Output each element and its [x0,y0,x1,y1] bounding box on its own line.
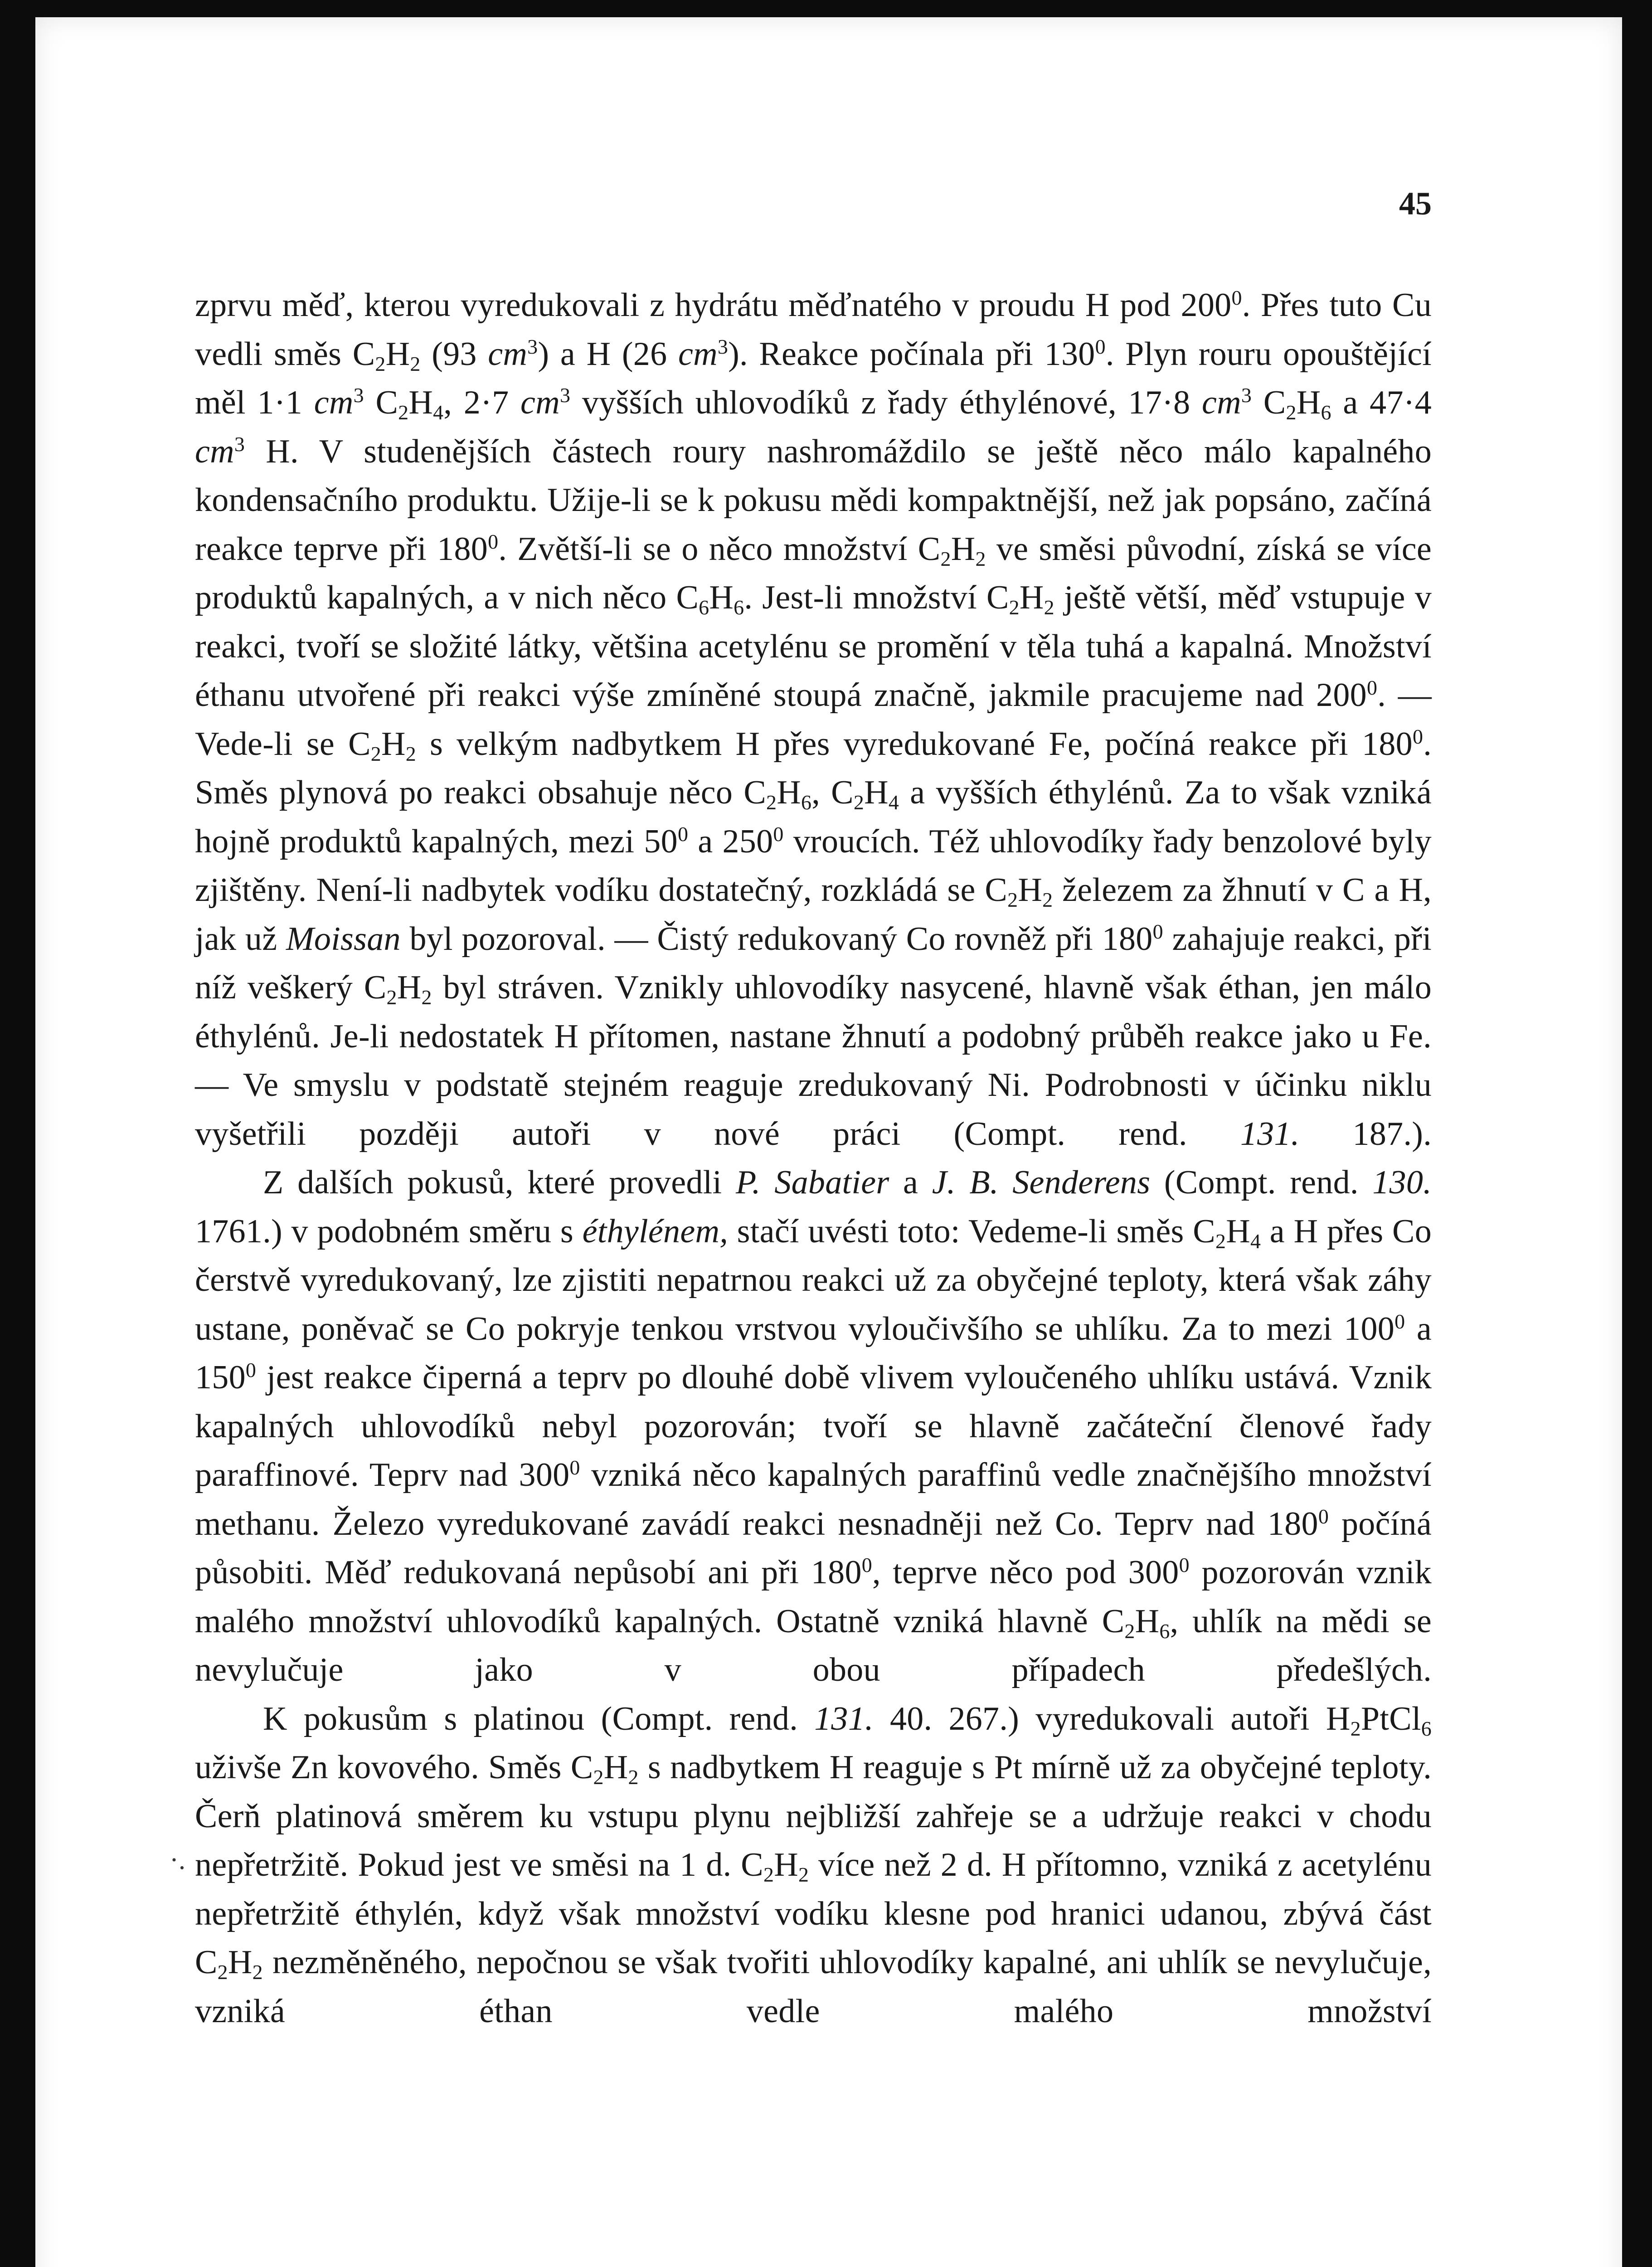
text-run: ) a H (26 [538,335,678,373]
text-run: 4 [433,400,444,424]
text-run: (93 [420,335,488,373]
text-run: , C [811,774,854,811]
text-run: cm [488,335,528,373]
margin-mark: ·. [170,1845,185,1875]
text-run: 0 [677,822,689,846]
text-run: 2 [1044,595,1054,619]
text-run: 2 [410,352,421,375]
text-run: H [397,969,422,1006]
text-run: a H přes Co čerstvě vyredukovaný, lze zjistiti nepatrnou reakci už za obyčejné teploty, která však záhy ustane, poněvač se Co pokryje tenkou vrstvou vyloučivšího se uhlíku. Za to mezi 100 [195,1212,1432,1348]
text-run: a 47·4 [1331,384,1432,421]
text-run: stačí uvésti toto: Vedeme-li směs C [728,1212,1215,1250]
text-run: s nadbytkem H reaguje s Pt mírně už za obyčejné teploty. Čerň platinová směrem ku vstupu plynu nejbližší zahřeje se a udržuje reakci v chodu nepřetržitě. Pokud jest ve směsi na 1 d. C [195,1749,1432,1883]
text-run: 6 [1159,1619,1170,1643]
text-run: 1761.) v podobném směru s [195,1212,583,1250]
text-run: cm [314,384,354,421]
text-run: ). Reakce počínala při 130 [728,335,1095,373]
text-run: (Compt. rend. [1150,1164,1373,1201]
text-run: Z dalších pokusů, které provedli [263,1164,736,1201]
text-run: H [1018,871,1043,909]
text-run: 2 [766,790,777,814]
text-run: vroucích. Též uhlovodíky řady benzolové byly zjištěny. Není-li nadbytek vodíku dostatečný, rozkládá se C [195,822,1432,909]
text-run: H [951,530,976,568]
text-run: Moissan [286,920,401,958]
text-run: a [889,1164,932,1201]
text-run: nezměněného, nepočnou se však tvořiti uhlovodíky kapalné, ani uhlík se nevylučuje, vzniká éthan vedle malého množství [195,1944,1432,2030]
text-run: . Přes tuto Cu vedli směs C [195,287,1432,373]
text-run: 0 [245,1358,257,1382]
text-run: 4 [888,790,899,814]
text-run: 40. 267.) vyredukovali autoři H [873,1700,1351,1737]
text-run: 0 [488,530,499,553]
text-run: H [1019,579,1044,616]
text-run: C [364,384,398,421]
text-run: 2 [398,400,409,424]
text-run: 2 [252,1960,263,1984]
text-run: byl pozoroval. — Čistý redukovaný Co rovněž při 180 [400,920,1153,958]
text-run: 131. [1240,1115,1300,1153]
text-run: . Plyn rouru opouštějící měl 1·1 [195,335,1432,421]
text-run: 2 [405,742,416,765]
text-run: ve směsi původní, získá se více produktů kapalných, a v nich něco C [195,530,1432,616]
text-run: 3 [717,335,729,358]
text-run: 0 [1095,335,1106,358]
text-run: 3 [527,335,538,358]
text-run: 3 [559,383,571,407]
text-run: , uhlík na mědi se nevylučuje jako v obou případech předešlých. [195,1602,1432,1688]
text-run: C [1252,384,1286,421]
text-run: 2 [1350,1717,1361,1740]
text-run: H [1135,1602,1160,1640]
page-number: 45 [1399,185,1432,222]
text-run: 2 [940,547,951,570]
text-run: 2 [1286,400,1297,424]
text-run: zahajuje reakci, při níž veškerý C [195,920,1432,1006]
text-run: , teprve něco pod 300 [872,1554,1179,1591]
text-run: PtCl [1360,1700,1421,1737]
text-run: H [864,774,889,811]
text-run: 6 [699,595,709,619]
text-run: vyšších uhlovodíků z řady éthylénové, 17·8 [570,384,1202,421]
text-run: 130. [1372,1164,1432,1201]
text-run: 2 [1215,1229,1226,1253]
text-run: ještě větší, měď vstupuje v reakci, tvoří se složité látky, většina acetylénu se promění v těla tuhá a kapalná. Množství éthanu utvořené při reakci výše zmíněné stoupá značně, jakmile pracujeme nad 200 [195,579,1432,714]
text-run: . — Vede-li se C [195,676,1432,763]
text-run: H [1296,384,1321,421]
text-run: 3 [234,432,245,456]
text-run: cm [520,384,560,421]
text-run: , 2·7 [443,384,521,421]
text-run: cm [678,335,718,373]
text-run: H [709,579,734,616]
text-run: 2 [763,1863,774,1886]
text-run: 6 [734,595,744,619]
text-run: . Jest-li množství C [744,579,1009,616]
text-run: 0 [861,1553,872,1576]
text-run: H [774,1846,798,1883]
text-run: a 150 [195,1310,1432,1396]
paragraph-2 [195,1158,1432,1695]
text-run: K pokusům s platinou (Compt. rend. [263,1700,815,1737]
text-run: 0 [1152,919,1163,943]
text-run: 2 [975,547,986,570]
text-run: H [408,384,433,421]
text-run: 0 [1394,1309,1405,1333]
text-run: 0 [1412,725,1424,748]
text-run: . Směs plynová po reakci obsahuje něco C [195,725,1432,811]
text-run: 2 [421,985,432,1009]
text-run: 2 [1124,1619,1135,1643]
text-run: H [381,725,406,763]
text-run: a vyšších éthylénů. Za to však vzniká hojně produktů kapalných, mezi 50 [195,774,1432,860]
text-run: 6 [801,790,812,814]
text-run: vzniká něco kapalných paraffinů vedle značnějšího množství methanu. Železo vyredukované zavádí reakci nesnadněji než Co. Teprv nad 180 [195,1456,1432,1542]
text-run: s velkým nadbytkem H přes vyredukované Fe, počíná reakce při 180 [416,725,1413,763]
text-run: . Zvětší-li se o něco množství C [498,530,941,568]
text-run: 4 [1250,1229,1261,1253]
text-run: 187.). [1299,1115,1432,1153]
text-run: 2 [386,985,397,1009]
text-run: 2 [1007,888,1018,911]
text-run: železem za žhnutí v C a H, jak už [195,871,1432,958]
text-run: 2 [853,790,865,814]
text-run: H [777,774,801,811]
text-run: 131. [814,1700,874,1737]
text-run: J. B. Senderens [932,1164,1151,1201]
text-run: 2 [593,1765,604,1789]
text-run: 3 [353,383,364,407]
text-run: 2 [217,1960,228,1984]
text-run: 6 [1421,1717,1432,1740]
text-run: 0 [1179,1553,1190,1576]
text-run: H [385,335,410,373]
text-run: 0 [1318,1504,1329,1528]
text-run: 2 [1042,888,1053,911]
text-run: 0 [1231,286,1242,309]
text-run: 3 [1241,383,1252,407]
text-run: cm [195,433,234,470]
text-run: 2 [628,1765,639,1789]
text-run: 2 [370,742,381,765]
text-run: 2 [1009,595,1020,619]
text-run: P. Sabatier [735,1164,889,1201]
text-run: více než 2 d. H přítomno, vzniká z acetylénu nepřetržitě éthylén, když však množství vodíku klesne pod hranici udanou, zbývá část C [195,1846,1432,1981]
text-run: 6 [1321,400,1331,424]
text-run: jest reakce čiperná a teprv po dlouhé době vlivem vyloučeného uhlíku ustává. Vznik kapalných uhlovodíků nebyl pozorován; tvoří se hlavně začáteční členové řady paraffinové. Teprv nad 300 [195,1359,1432,1493]
paragraph-1 [195,281,1432,1158]
text-run: H [228,1944,253,1981]
text-run: cm [1202,384,1241,421]
paragraph-3 [195,1695,1432,2036]
book-page [35,17,1622,2267]
text-run: 2 [375,352,386,375]
text-run: 0 [773,822,784,846]
text-run: a 250 [688,822,773,860]
text-run: pozorován vznik malého množství uhlovodíků kapalných. Ostatně vzniká hlavně C [195,1554,1432,1640]
text-run: uživše Zn kovového. Směs C [195,1749,593,1786]
text-run: H. V studenějších částech roury nashromáždilo se ještě něco málo kapalného kondensačního produktu. Užije-li se k pokusu mědi kompaktnější, než jak popsáno, začíná reakce teprve při 180 [195,433,1432,568]
text-run: 0 [569,1455,580,1479]
body-text [195,281,1432,2036]
text-run: počíná působiti. Měď redukovaná nepůsobí ani při 180 [195,1505,1432,1591]
text-run: 2 [798,1863,809,1886]
text-run: H [1226,1212,1250,1250]
text-run: éthylénem, [582,1212,729,1250]
text-run: H [603,1749,628,1786]
text-run: 0 [1366,676,1378,699]
text-run: zprvu měď, kterou vyredukovali z hydrátu měďnatého v proudu H pod 200 [195,287,1232,324]
text-run: byl stráven. Vznikly uhlovodíky nasycené, hlavně však éthan, jen málo éthylénů. Je-li nedostatek H přítomen, nastane žhnutí a podobný průběh reakce jako u Fe. — Ve smyslu v podstatě stejném reaguje zredukovaný Ni. Podrobnosti v účinku niklu vyšetřili později autoři v nové práci (Compt. rend. [195,969,1432,1153]
